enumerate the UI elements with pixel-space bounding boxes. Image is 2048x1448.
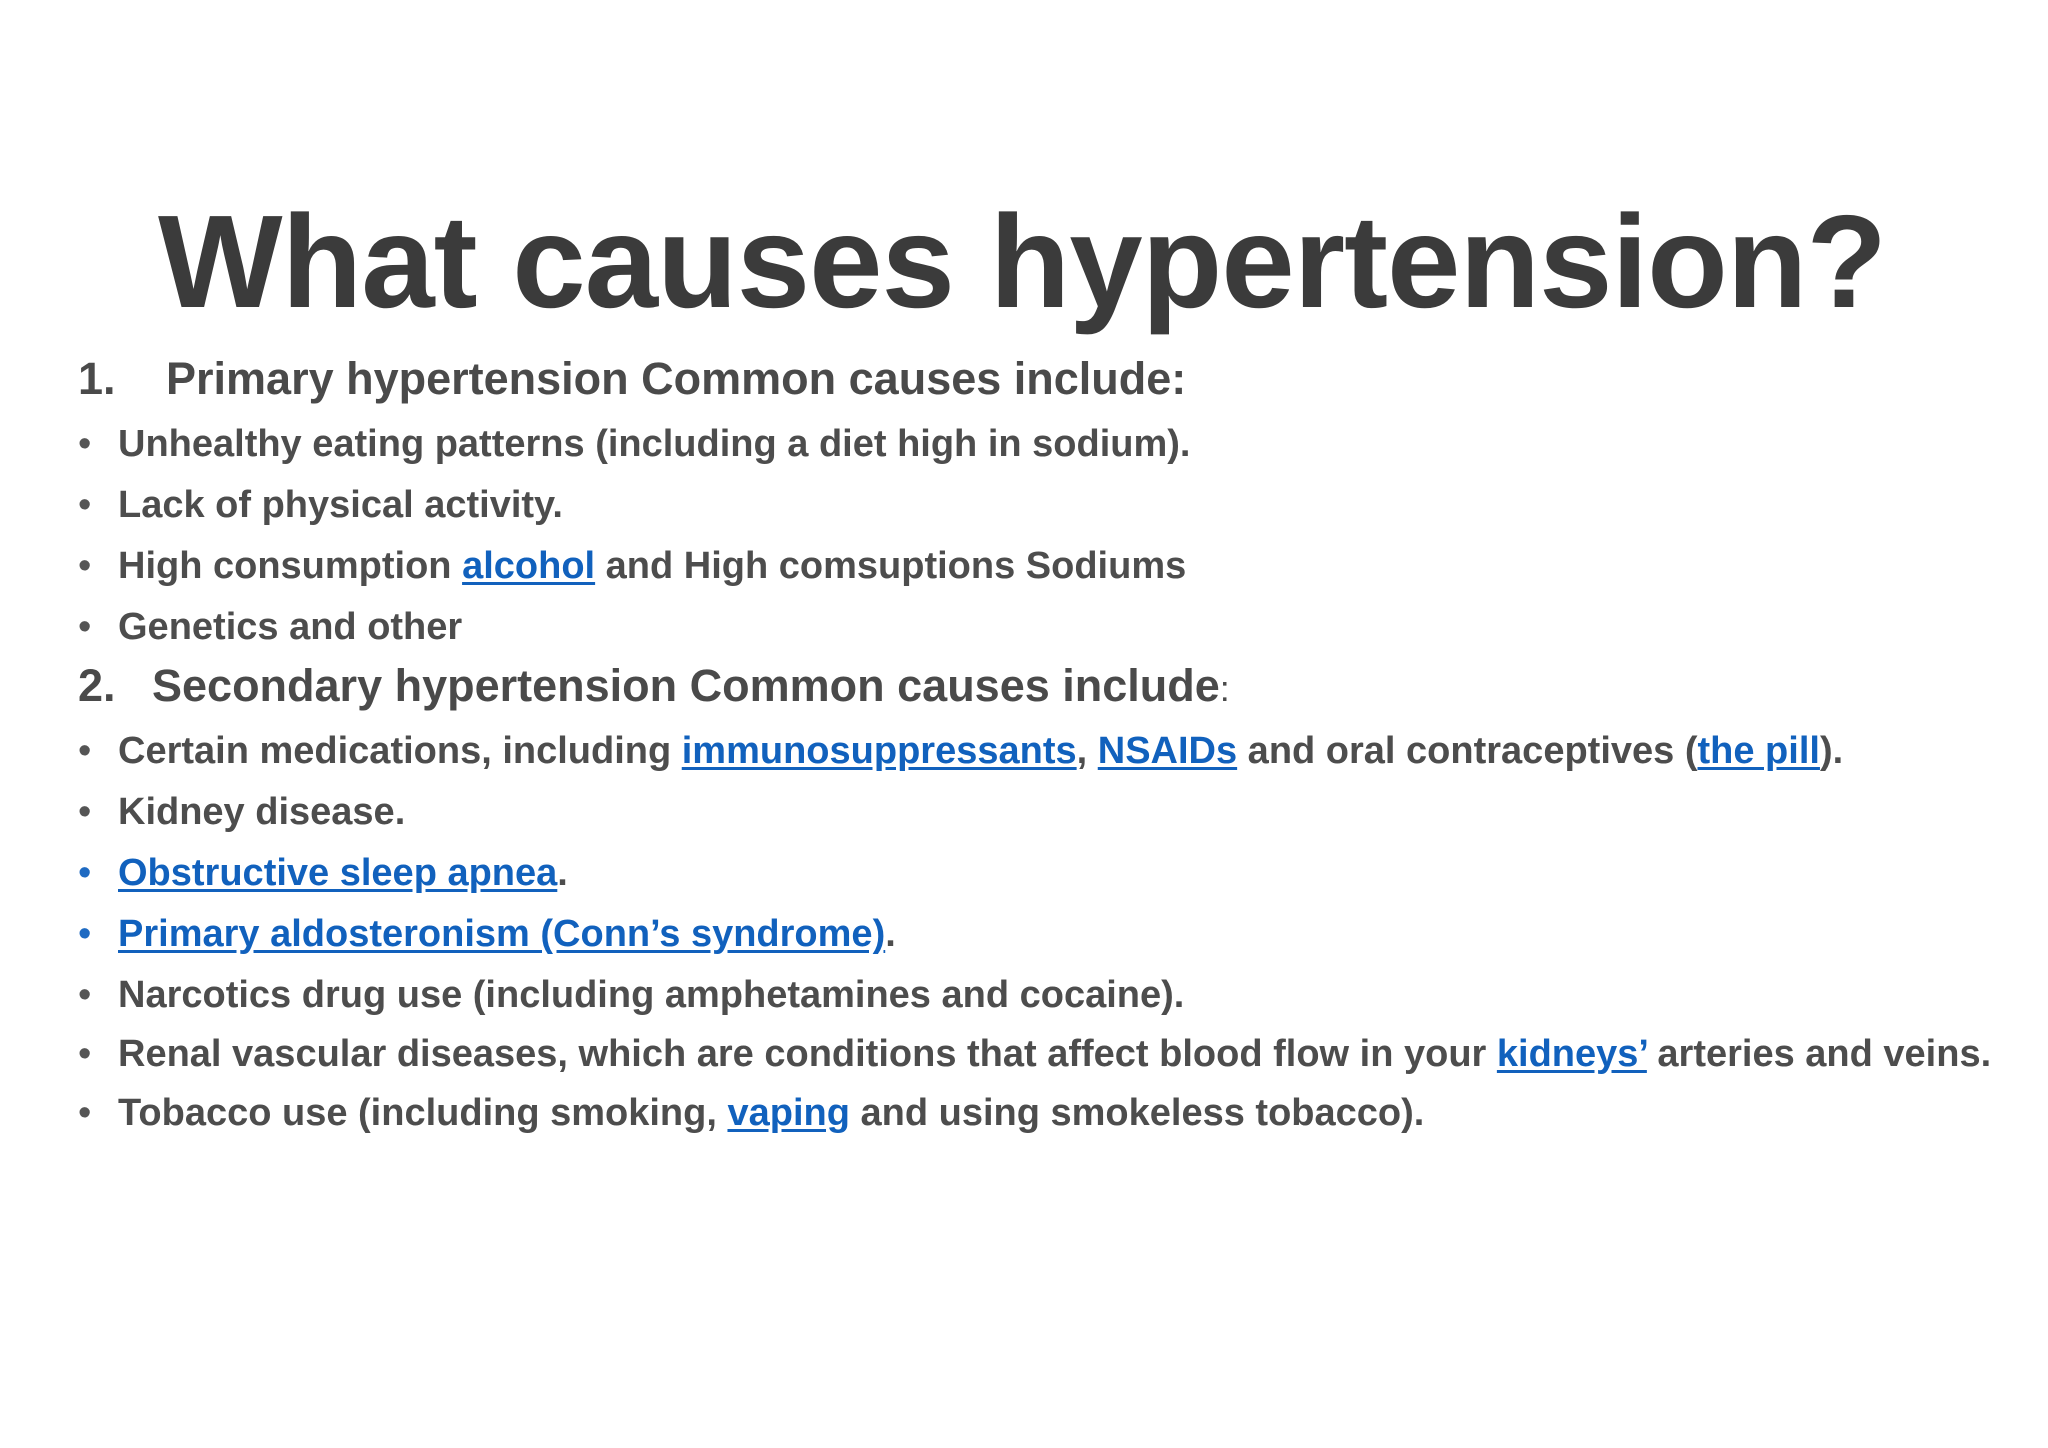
item-text-mid: and oral contraceptives ( [1237, 730, 1698, 772]
obstructive-sleep-apnea-link[interactable]: Obstructive sleep apnea [118, 852, 558, 894]
nsaids-link[interactable]: NSAIDs [1097, 730, 1238, 772]
item-text: Unhealthy eating patterns (including a diet high in sodium). [118, 423, 1191, 465]
list-item [78, 914, 2018, 954]
secondary-number: 2. [78, 660, 116, 711]
bullet-icon: • [78, 913, 92, 955]
secondary-heading-text: Secondary hypertension Common causes include [152, 660, 1220, 711]
item-text-pre: Certain medications, including [118, 730, 682, 772]
item-text-post: arteries and veins. [1646, 1033, 1992, 1075]
item-text: Narcotics drug use (including amphetamines and cocaine). [118, 974, 1185, 1016]
list-item [78, 975, 2018, 1015]
primary-heading-text: Primary hypertension Common causes include: [166, 353, 1187, 404]
alcohol-link[interactable]: alcohol [462, 545, 596, 587]
item-text-pre: High consumption [118, 545, 463, 587]
item-text-post: and using smokeless tobacco). [849, 1092, 1425, 1134]
secondary-heading-colon: : [1219, 668, 1230, 709]
bullet-icon: • [78, 791, 92, 833]
bullet-icon: • [78, 974, 92, 1016]
list-item [78, 424, 2018, 464]
bullet-icon: • [78, 484, 92, 526]
item-text: Kidney disease. [118, 791, 406, 833]
list-item [78, 1093, 2018, 1133]
vaping-link[interactable]: vaping [727, 1092, 850, 1134]
list-item [78, 731, 2018, 771]
item-text-post: ). [1819, 730, 1844, 772]
primary-heading [78, 348, 2018, 410]
list-item [78, 1033, 1998, 1075]
bullet-icon: • [78, 852, 92, 894]
list-item [78, 485, 2018, 525]
list-item [78, 853, 2018, 893]
slide-content [78, 348, 2018, 1154]
secondary-causes-list [78, 731, 2018, 1133]
list-item [78, 792, 2018, 832]
primary-number: 1. [78, 353, 116, 404]
primary-aldosteronism-link[interactable]: Primary aldosteronism (Conn’s syndrome) [118, 913, 886, 955]
item-text-post: and High comsuptions Sodiums [595, 545, 1187, 587]
secondary-heading [78, 655, 2018, 717]
slide-title: What causes hypertension? [158, 188, 1887, 335]
item-text: Lack of physical activity. [118, 484, 563, 526]
bullet-icon: • [78, 1092, 92, 1134]
primary-causes-list [78, 424, 2018, 647]
item-text-post: . [557, 852, 568, 894]
bullet-icon: • [78, 545, 92, 587]
item-text-pre: Renal vascular diseases, which are conditions that affect blood flow in your [118, 1033, 1497, 1075]
bullet-icon: • [78, 1033, 92, 1075]
bullet-icon: • [78, 423, 92, 465]
list-item [78, 607, 2018, 647]
the-pill-link[interactable]: the pill [1697, 730, 1820, 772]
immunosuppressants-link[interactable]: immunosuppressants [681, 730, 1077, 772]
bullet-icon: • [78, 606, 92, 648]
item-text-post: . [885, 913, 896, 955]
item-text: Genetics and other [118, 606, 463, 648]
bullet-icon: • [78, 730, 92, 772]
kidneys-link[interactable]: kidneys’ [1496, 1033, 1647, 1075]
item-text-pre: Tobacco use (including smoking, [118, 1092, 728, 1134]
list-item [78, 546, 2018, 586]
item-text-mid: , [1076, 730, 1098, 772]
